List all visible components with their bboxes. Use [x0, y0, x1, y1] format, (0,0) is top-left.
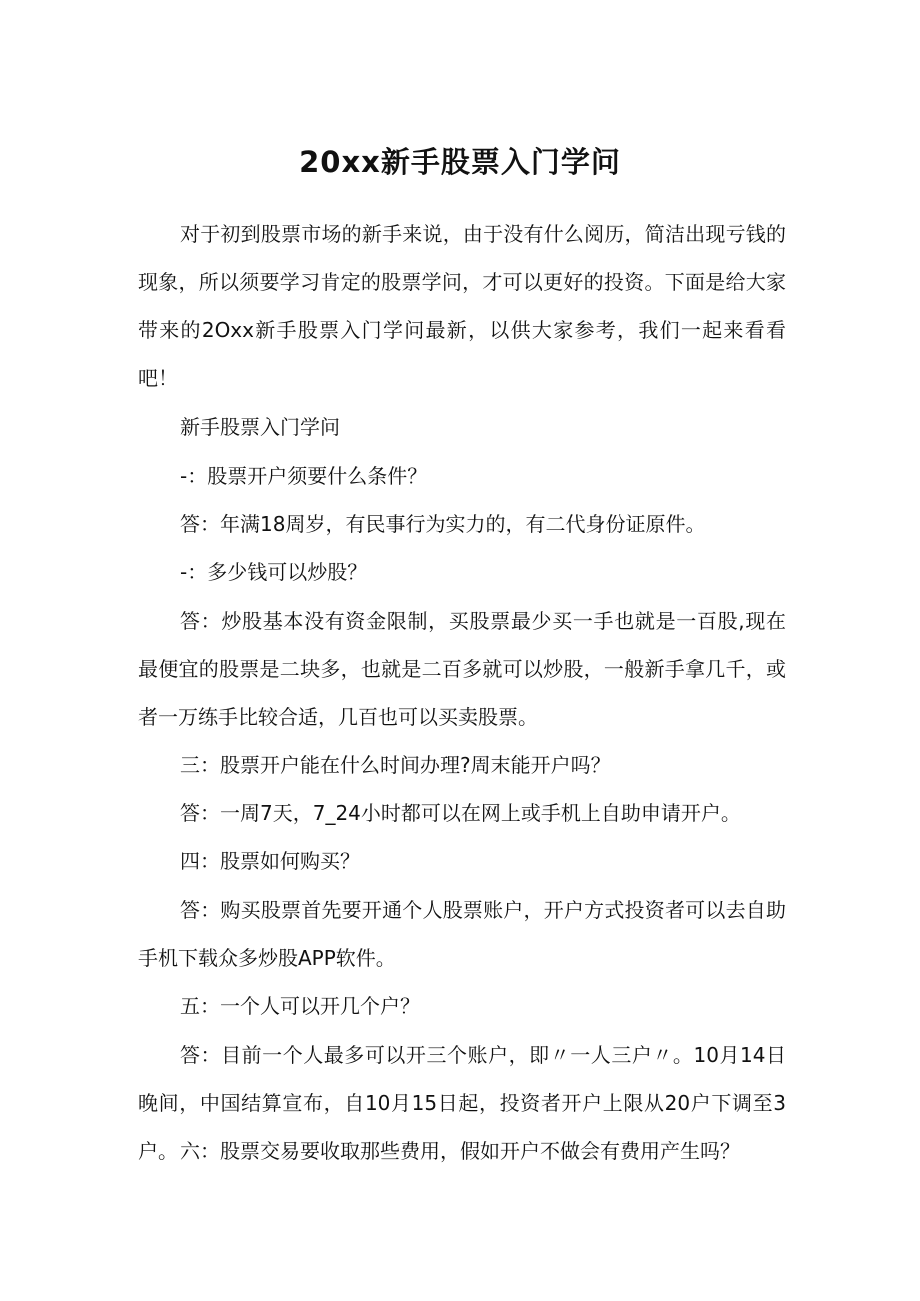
answer-3: 答：一周7天，7_24小时都可以在网上或手机上自助申请开户。 — [180, 801, 741, 825]
document-title: 20xx新手股票入门学问 — [299, 145, 621, 179]
question-2: -：多少钱可以炒股？ — [180, 560, 368, 584]
answer-5: 答：目前一个人最多可以开三个账户，即〃一人三户〃。10月14日晚间，中国结算宣布，自10月15日起，投资者开户上限从20户下调至3户。 — [138, 1043, 786, 1163]
question-1: -：股票开户须要什么条件？ — [180, 464, 428, 488]
question-3: 三：股票开户能在什么时间办理?周末能开户吗？ — [180, 753, 611, 777]
answer-1: 答：年满18周岁，有民事行为实力的，有二代身份证原件。 — [180, 512, 706, 536]
question-6: 六：股票交易要收取那些费用，假如开户不做会有费用产生吗？ — [180, 1139, 740, 1163]
answer-2: 答：炒股基本没有资金限制，买股票最少买一手也就是一百股,现在最便宜的股票是二块多，也就是二百多就可以炒股，一般新手拿几千，或者一万练手比较合适，几百也可以买卖股票。 — [138, 609, 786, 729]
intro-paragraph: 对于初到股票市场的新手来说，由于没有什么阅历，简洁出现亏钱的现象，所以须要学习肯定的股票学问，才可以更好的投资。下面是给大家带来的2Oxx新手股票入门学问最新，以供大家参考，我们一起来看看吧！ — [138, 222, 786, 390]
question-5: 五：一个人可以开几个户？ — [180, 994, 420, 1018]
section-heading: 新手股票入门学问 — [180, 415, 340, 439]
answer-4: 答：购买股票首先要开通个人股票账户，开户方式投资者可以去自助手机下载众多炒股APP软件。 — [138, 898, 786, 970]
question-4: 四：股票如何购买？ — [180, 849, 360, 873]
